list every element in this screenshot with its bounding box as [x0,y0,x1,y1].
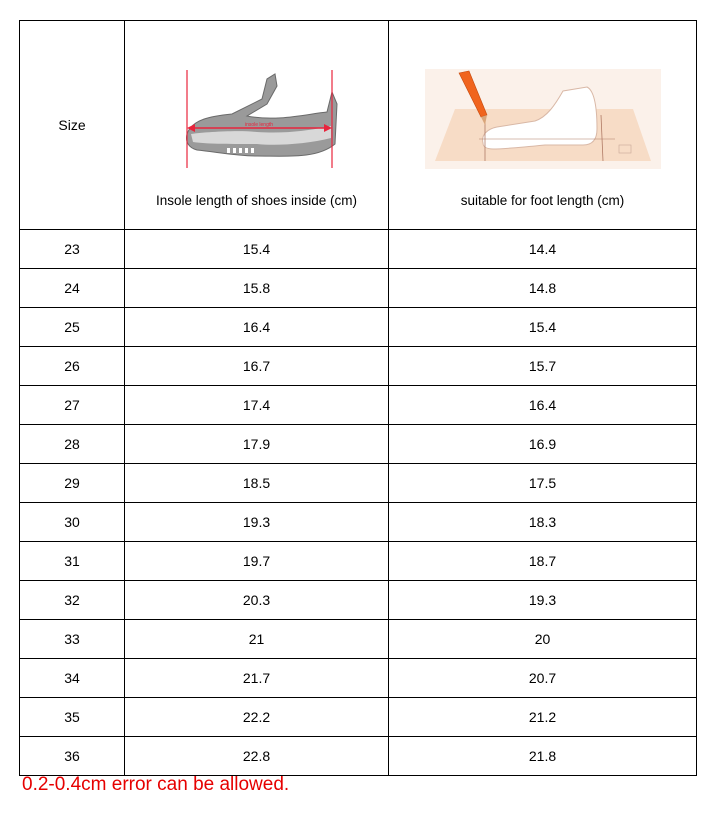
insole-length-cell: 22.8 [125,737,389,776]
insole-length-cell: 21.7 [125,659,389,698]
foot-header-cell [389,21,697,230]
size-chart-table [19,20,697,776]
foot-length-cell: 21.2 [389,698,697,737]
foot-length-cell: 14.8 [389,269,697,308]
insole-length-cell: 17.9 [125,425,389,464]
insole-length-cell: 22.2 [125,698,389,737]
foot-length-cell: 17.5 [389,464,697,503]
table-row [20,308,697,347]
foot-header-label: suitable for foot length (cm) [460,193,625,208]
size-cell: 24 [20,269,125,308]
table-row [20,659,697,698]
insole-length-cell: 15.8 [125,269,389,308]
foot-length-cell: 20.7 [389,659,697,698]
size-header-label: Size [58,117,86,133]
table-row [20,230,697,269]
table-row [20,581,697,620]
table-row [20,698,697,737]
foot-length-cell: 15.7 [389,347,697,386]
insole-header-label: Insole length of shoes inside (cm) [155,193,358,208]
size-cell: 32 [20,581,125,620]
table-row [20,269,697,308]
size-cell: 33 [20,620,125,659]
table-row [20,737,697,776]
table-row [20,620,697,659]
measure-arrow-label: insole length [244,122,273,128]
size-cell: 28 [20,425,125,464]
insole-length-cell: 20.3 [125,581,389,620]
size-cell: 31 [20,542,125,581]
size-header-cell [20,21,125,230]
insole-length-cell: 19.7 [125,542,389,581]
insole-length-cell: 16.7 [125,347,389,386]
table-row [20,542,697,581]
header-row [20,21,697,230]
size-cell: 27 [20,386,125,425]
table-row [20,503,697,542]
foot-length-cell: 18.3 [389,503,697,542]
insole-length-cell: 16.4 [125,308,389,347]
insole-length-cell: 19.3 [125,503,389,542]
foot-length-cell: 19.3 [389,581,697,620]
table-row [20,386,697,425]
foot-length-cell: 16.9 [389,425,697,464]
shoe-insole-illustration [167,64,347,174]
foot-length-cell: 20 [389,620,697,659]
size-cell: 30 [20,503,125,542]
size-cell: 29 [20,464,125,503]
insole-header-cell [125,21,389,230]
foot-length-cell: 14.4 [389,230,697,269]
table-row [20,425,697,464]
size-cell: 34 [20,659,125,698]
insole-length-cell: 15.4 [125,230,389,269]
foot-length-cell: 15.4 [389,308,697,347]
insole-length-cell: 17.4 [125,386,389,425]
foot-length-cell: 21.8 [389,737,697,776]
insole-length-cell: 18.5 [125,464,389,503]
size-cell: 26 [20,347,125,386]
size-cell: 36 [20,737,125,776]
foot-measure-illustration [425,69,661,169]
foot-length-cell: 18.7 [389,542,697,581]
size-cell: 35 [20,698,125,737]
size-cell: 23 [20,230,125,269]
size-cell: 25 [20,308,125,347]
table-row [20,347,697,386]
foot-length-cell: 16.4 [389,386,697,425]
tolerance-note: 0.2-0.4cm error can be allowed. [22,774,290,795]
table-row [20,464,697,503]
insole-length-cell: 21 [125,620,389,659]
